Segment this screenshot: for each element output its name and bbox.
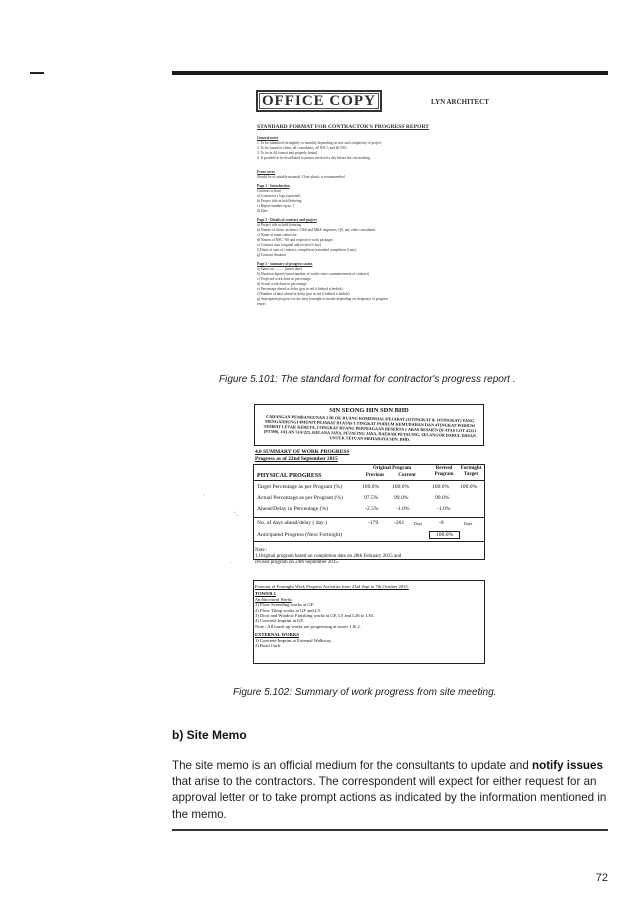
text-line: 4. If possible to be distributed to parties involved a day before the site meeting <box>257 156 370 160</box>
col-previous: Previous <box>365 473 385 478</box>
unit-days: Days <box>414 521 423 526</box>
summary-section-title: 4.0 SUMMARY OF WORK PROGRESS <box>255 449 350 455</box>
section-heading: Front cover <box>257 170 275 174</box>
section-heading: Page 2 - Details of contract and project <box>257 218 317 222</box>
note-line: 1.Original program based on completion date on 28th February 2015 and <box>255 554 402 559</box>
margin-dash <box>30 72 44 74</box>
tower-title: TOWER 1 <box>255 591 276 597</box>
row-label: Anticipated Progress (Next Fortnight) <box>257 532 342 538</box>
cell-revised: -8 <box>439 520 444 526</box>
cell-current: -1.0% <box>396 506 410 512</box>
section-heading: General notes <box>257 136 279 140</box>
section-heading-site-memo: b) Site Memo <box>172 728 247 742</box>
row-label: Ahead/Delay in Percentage (%) <box>257 506 328 512</box>
col-revised-program: Revised Program <box>434 466 454 477</box>
text-line: c) Projected work done in percentage <box>257 277 311 281</box>
text-line: a) Project title in bold lettering <box>257 223 302 227</box>
col-original-program: Original Program <box>372 466 412 471</box>
paragraph-emphasis: notify issues <box>532 759 603 772</box>
work-item: 2) Floor Tiling works at GF and L5. <box>255 607 322 613</box>
text-line: d) Actual work done in percentage <box>257 282 307 286</box>
row-label: Target Percentage as per Program (%) <box>257 484 343 490</box>
cell-previous: -2.5% <box>365 506 379 512</box>
text-line: d) Names of NSC, NS and respective work packages <box>257 238 333 242</box>
company-name: SIN SEONG HIN SDN BHD <box>329 407 409 414</box>
note-block <box>255 548 475 566</box>
paragraph-text: that arise to the contractors. The correspondent will expect for either request for an approval letter or to take prompt actions as indicated by the information mentioned in the memo. <box>172 775 607 821</box>
row-label: No. of days ahead/delay ( day ) <box>257 520 328 526</box>
note-title: Note : <box>255 548 268 553</box>
page-number: 72 <box>595 872 608 884</box>
table-row-header: PHYSICAL PROGRESS <box>257 473 322 479</box>
report-format-body <box>257 136 515 307</box>
cell-previous: -179 <box>368 520 379 526</box>
text-line: b) Project title in bold lettering <box>257 199 302 203</box>
text-line: e) Percentage ahead or delay (put in red if behind schedule) <box>257 287 343 291</box>
text-line: g) Anticipated progress for the next fortnight or month depending on frequency of progress <box>257 297 389 301</box>
text-line: b) Names of client, architect, C&S and M&E engineers, QS, any other consultants <box>257 228 376 232</box>
work-item: 1) Concrete Imprint at External Walkway. <box>255 637 332 643</box>
cell-previous: 97.5% <box>364 495 379 501</box>
cell-revised: 99.0% <box>435 495 450 501</box>
footer-rule <box>172 829 608 831</box>
text-line: g) Contract duration <box>257 253 287 257</box>
text-line: b) Duration lapsed (insert number of weeks since commencement of contract) <box>257 272 369 276</box>
progress-date: Progress as of 22nd September 2015 <box>255 456 338 462</box>
external-works-title: EXTERNAL WORKS <box>255 632 299 638</box>
scan-speck: · <box>203 492 206 499</box>
text-line: 3. To be in A4 format and properly bound <box>257 151 317 155</box>
cell-revised: -1.0% <box>437 506 451 512</box>
text-line: c) Name of main contractor <box>257 233 297 237</box>
scan-speck: · <box>230 560 232 566</box>
cell-current: -201 <box>394 520 405 526</box>
work-item: 2) Road Curb. <box>255 643 282 649</box>
report-format-title: STANDARD FORMAT FOR CONTRACTOR'S PROGRESS REPORT <box>257 124 430 130</box>
col-current: Current <box>398 473 416 478</box>
header-rule <box>172 71 608 75</box>
figure-5-102-scan <box>247 398 487 666</box>
section-heading: Page 3 - summary of progress status <box>257 262 313 266</box>
text-line: 1. To be submitted fortnightly or monthly depending on size and complexity of project <box>257 141 382 145</box>
text-line: f) Number of days ahead or delay (put in red if behind schedule) <box>257 292 350 296</box>
work-item: 4) Concrete Imprint at GF. <box>255 618 304 624</box>
row-label: Actual Percentage as per Program (%) <box>257 495 343 501</box>
project-header-box <box>254 404 484 446</box>
firm-name: LYN ARCHITECT <box>431 98 489 106</box>
text-line: 2. To be issued to client, all consultants, all NSC's and all NS's <box>257 146 347 150</box>
work-item: 1) Floor Screeding works at GF. <box>255 602 315 608</box>
text-line: f) Dates of start of contract, completion (extended completion if any) <box>257 248 357 252</box>
note-line: revised program on 24th September 2015. <box>255 560 340 565</box>
forecast-block <box>255 584 481 648</box>
text-line: report <box>257 302 266 306</box>
figure-5-101-caption: Figure 5.101: The standard format for contractor's progress report . <box>219 374 516 385</box>
paragraph-text: The site memo is an official medium for the consultants to update and <box>172 759 533 772</box>
cell-current: 99.0% <box>394 495 409 501</box>
work-item: Note : All touch up works are progressing at tower 1 & 2. <box>255 623 361 629</box>
text-line: c) Report number eg no. 1 <box>257 204 295 208</box>
section-heading: Page 1 - Introduction <box>257 184 290 188</box>
text-line: a) Status on .......... (insert date) <box>257 267 303 271</box>
cell-revised: 100.0% <box>432 484 450 490</box>
col-fortnight-target: Fortnight Target <box>460 466 482 477</box>
office-copy-stamp: OFFICE COPY <box>256 90 382 112</box>
forecast-title: Forecast of Fortnight Work Progress Activities from 23rd Sept to 7th October 2015. <box>255 584 409 589</box>
cell-current: 100.0% <box>392 484 410 490</box>
architectural-works-title: Architectural Works <box>255 596 292 602</box>
figure-5-102-caption: Figure 5.102: Summary of work progress from site meeting. <box>233 687 497 698</box>
project-description: CADANGAN PEMBANGUNAN 2 BLOK RUANG KOMERSIAL/PEJABAT (12TINGKAT & 14TINGKAT) YANG MENGANDUNGI 4MUNIT PEJABAT DI ATAS 1 TINGKAT PODIUM KEMUDAHAN DAN 4TINGKAT PODIUM TEMPAT LETAK KERETA, 1TINGKAT RUANG PERNIAGAAN BESERTA 1 ARAS BESMEN DI ATAS LOT 41221 (PT390), JALAN 51A/223, KELANA JAYA, PETALING JAYA, DAERAH PETALING, SELANGOR DARUL EHSAN UNTUK TETUAN MEHARAYA SDN. BHD. <box>263 413 477 442</box>
scan-speck: ‘·. <box>234 512 239 518</box>
text-line: d) Date <box>257 209 268 213</box>
text-line: Contents to have <box>257 189 282 193</box>
figure-5-101-scan <box>248 88 518 360</box>
site-memo-paragraph <box>172 758 610 823</box>
unit-days: Days <box>464 521 473 526</box>
cell-fortnight: 100.0% <box>460 484 478 490</box>
anticipated-progress-value: 100.0% <box>429 531 460 539</box>
text-line: a) Contractor's logo (optional) <box>257 194 301 198</box>
work-item: 3) Door and Window Finishing works at GF, L5 and L26 to L30. <box>255 613 375 619</box>
text-line: e) Contract sum (original and revised if any) <box>257 243 321 247</box>
text-line: Should be of suitable material. Clear plastic is recommended <box>257 175 345 179</box>
progress-table <box>253 464 485 560</box>
cell-previous: 100.0% <box>362 484 380 490</box>
